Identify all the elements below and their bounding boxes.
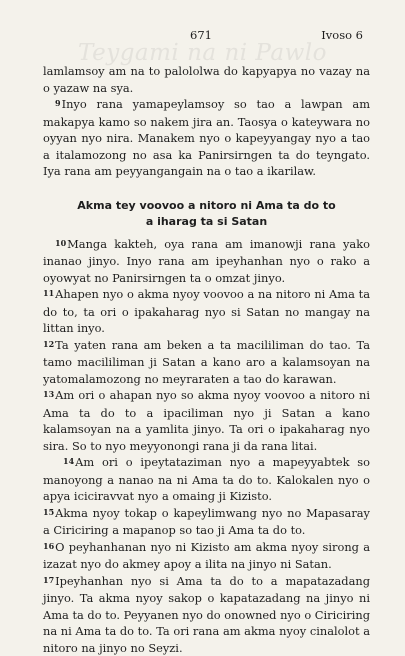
verse-text: Inyo rana yamapeylamsoy so tao a lawpan am makapya kamo so nakem jira an. Taosya o kateywara no oyyan nyo nira. Manakem nyo o kapeyyangay nyo a tao a italamozong no asa ka Panirsirngen ta do teyngato. Iya rana am peyyangangain na o tao a ikarilaw. bbox=[43, 97, 370, 178]
watermark-text: Teygami na ni Pawlo bbox=[0, 40, 405, 66]
page-number: 671 bbox=[190, 28, 212, 42]
verse-number: 10 bbox=[55, 238, 66, 248]
verse-number: 11 bbox=[43, 288, 54, 298]
verse-number: 9 bbox=[55, 98, 61, 108]
verse-text: Am ori o ipeytataziman nyo a mapeyyabtek so manoyong a nanao na ni Ama ta do to. Kalokalen nyo o apya iciciravvat nyo a omaing ji Kizisto. bbox=[43, 455, 370, 503]
page-body bbox=[43, 63, 370, 656]
verse-text: Ipeyhanhan nyo si Ama ta do to a mapatazadang jinyo. Ta akma nyoy sakop o kapatazadang na jinyo ni Ama ta do to. Peyyanen nyo do onowned nyo o Ciriciring na ni Ama ta do to. Ta ori rana am akma nyoy cinalolot a nitoro na jinyo no Seyzi. bbox=[43, 574, 370, 655]
page-header bbox=[0, 28, 405, 44]
verse-12 bbox=[43, 337, 370, 388]
verse-number: 12 bbox=[43, 339, 54, 349]
paragraph-text: lamlamsoy am na to palololwa do kapyapya no vazay na o yazaw na sya. bbox=[43, 64, 370, 95]
verse-9 bbox=[43, 96, 370, 180]
verse-text: Ta yaten rana am beken a ta macililiman do tao. Ta tamo macililiman ji Satan a kano aro a kalamsoyan na yatomalamozong no meyraraten a tao do karawan. bbox=[43, 338, 370, 386]
section-heading bbox=[43, 198, 370, 230]
verse-number: 13 bbox=[43, 389, 54, 399]
section-heading-line-2: a iharag ta si Satan bbox=[43, 214, 370, 230]
verse-11 bbox=[43, 286, 370, 337]
verse-number: 15 bbox=[43, 507, 54, 517]
book-chapter-title: Ivoso 6 bbox=[321, 28, 363, 42]
verse-text: O peyhanhanan nyo ni Kizisto am akma nyoy sirong a izazat nyo do akmey apoy a ilita na jinyo ni Satan. bbox=[43, 540, 370, 572]
verse-13 bbox=[43, 387, 370, 454]
verse-17 bbox=[43, 573, 370, 656]
verse-text: Ahapen nyo o akma nyoy voovoo a na nitoro ni Ama ta do to, ta ori o ipakaharag nyo si Satan no mangay na littan inyo. bbox=[43, 287, 370, 335]
verse-15 bbox=[43, 505, 370, 539]
verse-14 bbox=[43, 454, 370, 505]
verse-number: 14 bbox=[63, 456, 74, 466]
verse-16 bbox=[43, 539, 370, 573]
paragraph-continuation bbox=[43, 63, 370, 96]
verse-text: Am ori o ahapan nyo so akma nyoy voovoo a nitoro ni Ama ta do to a ipaciliman nyo ji Satan a kano kalamsoyan na a yamlita jinyo. Ta ori o ipakaharag nyo sira. So to nyo meyyonongi rana ji da rana litai. bbox=[43, 388, 370, 453]
verse-text: Akma nyoy tokap o kapeylimwang nyo no Mapasaray a Ciriciring a mapanop so tao ji Ama ta do to. bbox=[43, 506, 370, 538]
verse-text: Manga kakteh, oya rana am imanowji rana yako inanao jinyo. Inyo rana am ipeyhanhan nyo o rako a oyowyat no Panirsirngen ta o omzat jinyo. bbox=[43, 237, 370, 285]
section-heading-line-1: Akma tey voovoo a nitoro ni Ama ta do to bbox=[43, 198, 370, 214]
verse-10 bbox=[43, 236, 370, 287]
verse-number: 16 bbox=[43, 541, 54, 551]
verse-number: 17 bbox=[43, 575, 54, 585]
